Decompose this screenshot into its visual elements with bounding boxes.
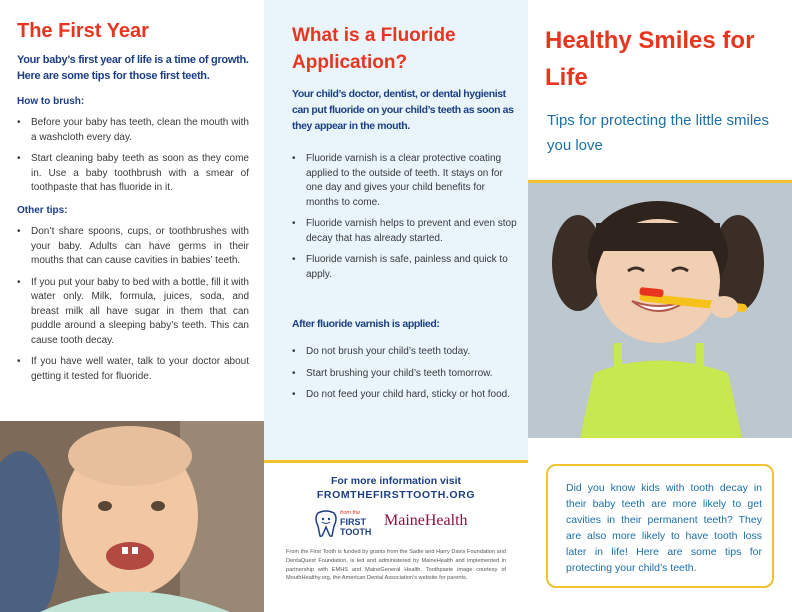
baby-illustration (0, 421, 264, 612)
list-item: • Fluoride varnish is a clear protective coating applied to the outside of teeth. It stays on for one day and gives your child benefits for months to come. (292, 152, 520, 210)
other-tips-heading: Other tips: (17, 205, 68, 216)
list-item: • Do not brush your child’s teeth today. (292, 345, 520, 360)
panel-first-year (0, 0, 264, 612)
fluoride-list (292, 152, 520, 289)
girl-brushing-photo (528, 183, 792, 438)
baby-photo (0, 421, 264, 612)
list-item: • Before your baby has teeth, clean the mouth with a washcloth every day. (17, 116, 249, 145)
after-varnish-list (292, 345, 520, 410)
panel-cover (528, 0, 792, 612)
mainehealth-logo: MaineHealth (384, 512, 468, 529)
panel-fluoride (264, 0, 528, 612)
list-item: • If you put your baby to bed with a bottle, fill it with water only. Milk, formula, juices, soda, and breast milk all have sugar in them that can puddle around a sleeping baby’s teeth. This can cause tooth decay. (17, 276, 249, 349)
how-to-brush-heading: How to brush: (17, 96, 85, 107)
fluoride-title: What is a Fluoride Application? (292, 25, 456, 73)
list-item: • Fluoride varnish helps to prevent and even stop decay that has already started. (292, 217, 520, 246)
after-varnish-heading: After fluoride varnish is applied: (292, 318, 440, 330)
other-tips-list (17, 225, 249, 391)
list-item: • Start cleaning baby teeth as soon as they come in. Use a baby toothbrush with a smear of toothpaste that has fluoride in it. (17, 152, 249, 196)
tooth-decay-callout (546, 464, 774, 588)
from-the-first-tooth-logo (314, 508, 384, 542)
more-info-label: For more information visit (330, 475, 462, 487)
fluoride-intro: Your child’s doctor, dentist, or dental hygienist can put fluoride on your child’s teeth as soon as they appear in the mouth. (292, 88, 514, 132)
logo-tooth: TOOTH (340, 527, 372, 537)
first-year-intro: Your baby’s first year of life is a time of growth. Here are some tips for those first teeth. (17, 54, 249, 82)
more-info-url[interactable]: FROMTHEFIRSTTOOTH.ORG (316, 489, 476, 501)
list-item: • Do not feed your child hard, sticky or hot food. (292, 388, 520, 403)
list-item: • If you have well water, talk to your doctor about getting it tested for fluoride. (17, 355, 249, 384)
cover-subtitle: Tips for protecting the little smiles you love (547, 112, 770, 154)
logo-from-the: from the (340, 510, 361, 516)
list-item: • Don’t share spoons, cups, or toothbrushes with your baby. Adults can have germs in their mouths that can cause cavities in babies’ teeth. (17, 225, 249, 269)
girl-illustration (528, 183, 792, 438)
first-year-title: The First Year (17, 20, 149, 42)
cover-title: Healthy Smiles for Life (545, 27, 755, 91)
tooth-icon (314, 510, 338, 538)
logo-first: FIRST (340, 517, 366, 527)
how-to-brush-list (17, 116, 249, 203)
funding-note: From the First Tooth is funded by grants from the Sadie and Harry Davis Foundation and DentaQuest Foundation, is led and administered by MaineHealth and implemented in partnership with EMHS and MaineGeneral Health. Toothpaste image courtesy of MouthHealthy.org, the American Dental Association’s website for parents. (286, 549, 506, 582)
callout-text: Did you know kids with tooth decay in their baby teeth are more likely to get cavities in their permanent teeth? They are also more likely to have tooth loss later in life! Here are some tips for protecting your child’s teeth. (566, 482, 762, 574)
list-item: • Fluoride varnish is safe, painless and quick to apply. (292, 253, 520, 282)
list-item: • Start brushing your child’s teeth tomorrow. (292, 367, 520, 382)
